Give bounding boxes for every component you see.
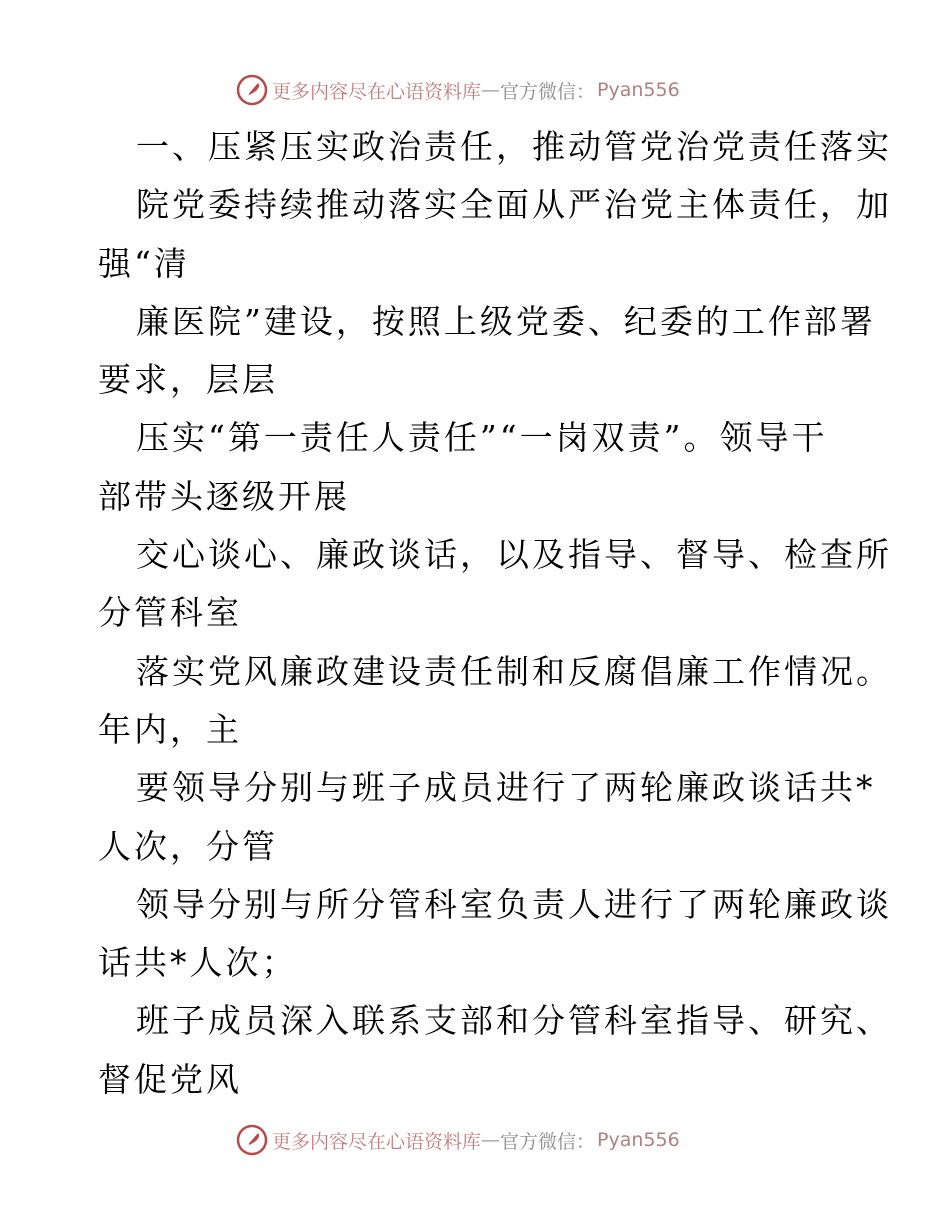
document-line: 领导分别与所分管科室负责人进行了两轮廉政谈 — [136, 884, 892, 924]
document-line: 廉医院”建设，按照上级党委、纪委的工作部署 — [136, 301, 876, 341]
watermark-label: 官方微信： — [500, 1130, 596, 1153]
document-line: 压实“第一责任人责任”“一岗双责”。领导干 — [136, 418, 828, 458]
watermark-site-text: 更多内容尽在心语资料库 — [272, 80, 482, 103]
document-line: 班子成员深入联系支部和分管科室指导、研究、 — [136, 1001, 892, 1041]
watermark-site-text: 更多内容尽在心语资料库 — [272, 1130, 482, 1153]
document-line: 话共*人次； — [98, 943, 298, 983]
watermark-dash: — — [481, 79, 501, 101]
feather-pen-logo-icon — [236, 1124, 268, 1156]
document-line: 强“清 — [98, 243, 190, 283]
footer-watermark — [236, 1123, 680, 1157]
document-line: 交心谈心、廉政谈话，以及指导、督导、检查所 — [136, 535, 892, 575]
document-line: 要求，层层 — [98, 360, 278, 400]
watermark-dash: — — [481, 1129, 501, 1151]
watermark-label: 官方微信： — [500, 80, 596, 103]
document-line: 分管科室 — [98, 593, 242, 633]
document-line: 督促党风 — [98, 1059, 242, 1099]
feather-pen-logo-icon — [236, 74, 268, 106]
document-line: 落实党风廉政建设责任制和反腐倡廉工作情况。 — [136, 651, 892, 691]
document-line: 一、压紧压实政治责任，推动管党治党责任落实 — [136, 127, 892, 166]
document-line: 部带头逐级开展 — [98, 476, 350, 516]
watermark-id: Pyan556 — [597, 79, 680, 101]
document-line: 要领导分别与班子成员进行了两轮廉政谈话共* — [136, 768, 876, 808]
document-line: 院党委持续推动落实全面从严治党主体责任，加 — [136, 185, 892, 225]
document-line: 人次，分管 — [98, 826, 278, 866]
document-body — [98, 118, 892, 1109]
document-line: 年内，主 — [98, 709, 242, 749]
header-watermark — [236, 73, 680, 107]
watermark-id: Pyan556 — [597, 1129, 680, 1151]
